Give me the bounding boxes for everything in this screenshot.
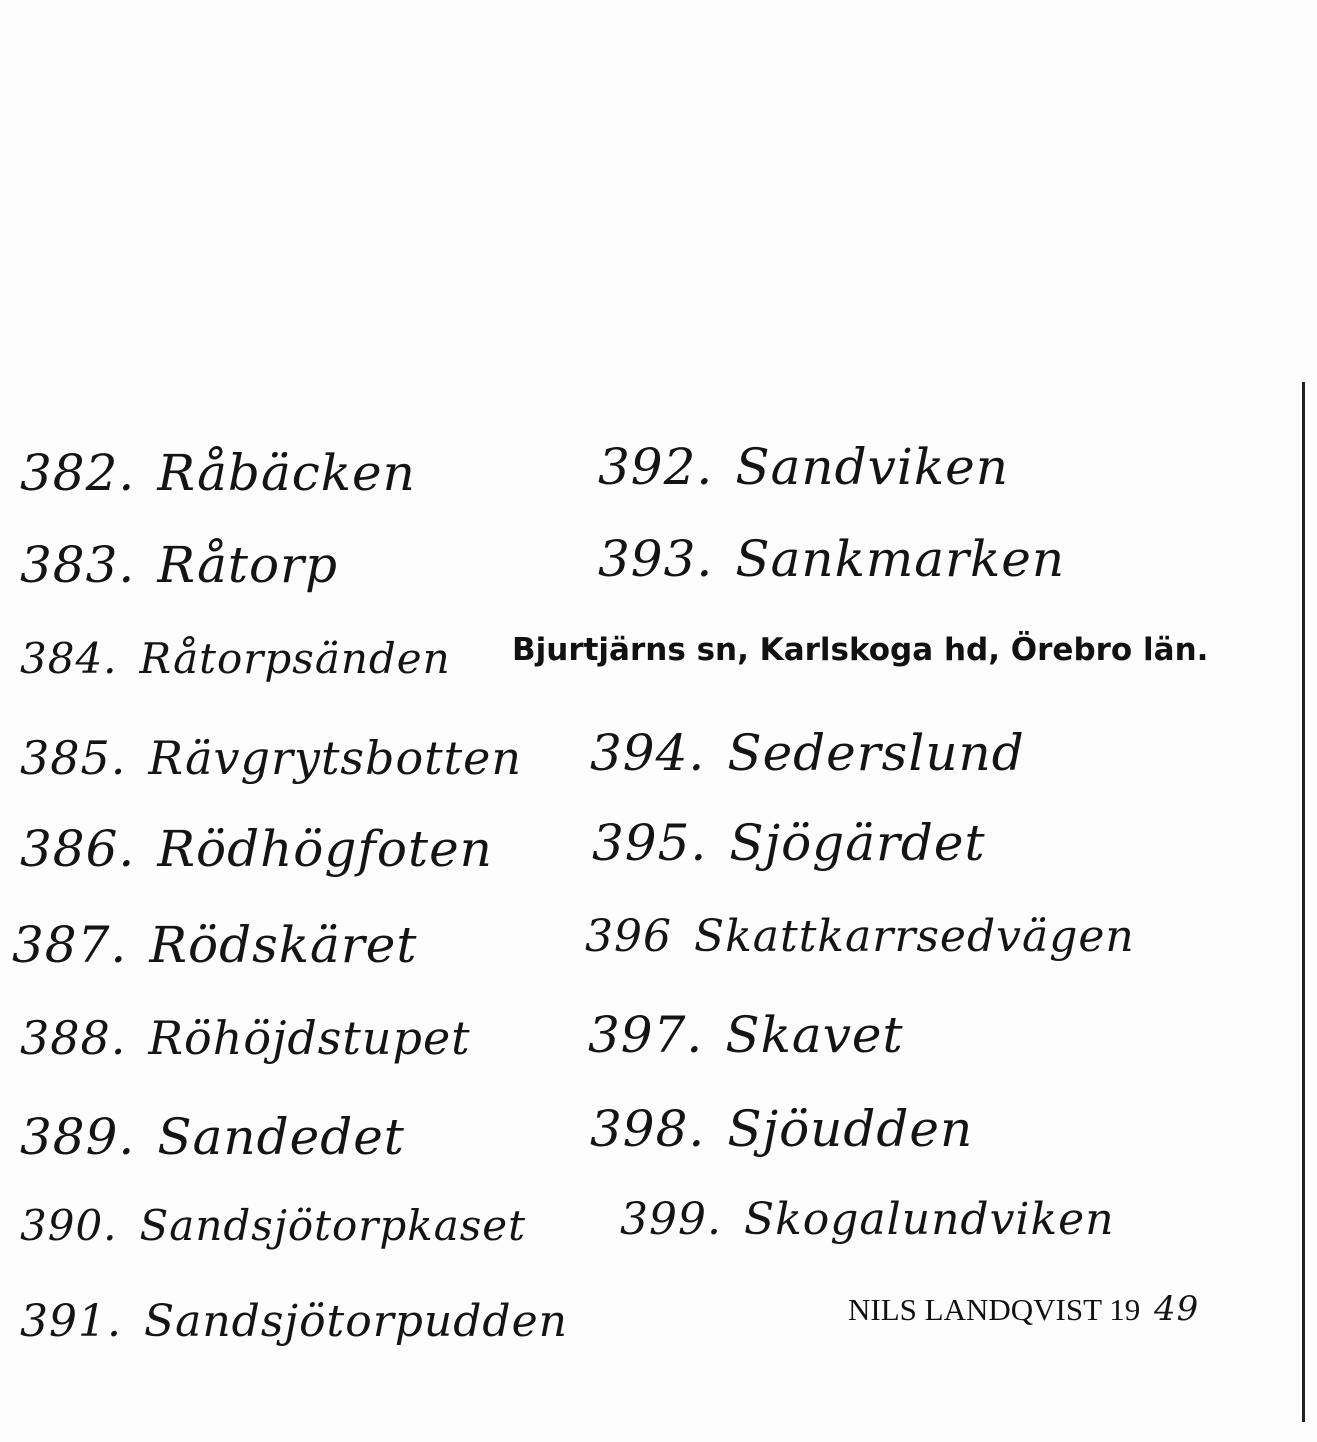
place-name: Råtorpsänden <box>139 634 451 683</box>
entry-394 <box>590 724 1025 782</box>
entry-393 <box>598 530 1066 588</box>
entry-383 <box>20 536 339 594</box>
entry-number: 386. <box>20 820 136 878</box>
entry-395 <box>592 814 986 872</box>
place-name: Rödskäret <box>149 916 418 974</box>
entry-number: 389. <box>20 1108 136 1166</box>
entry-number: 390. <box>20 1201 118 1250</box>
place-name: Sjöudden <box>727 1100 974 1158</box>
place-name: Rävgrytsbotten <box>148 731 522 785</box>
entry-397 <box>588 1006 904 1064</box>
collector-stamp <box>848 1289 1200 1329</box>
place-name: Sandsjötorpkaset <box>139 1201 527 1250</box>
card-edge-line <box>1302 382 1305 1422</box>
entry-number: 382. <box>20 444 136 502</box>
place-name: Råtorp <box>157 536 339 594</box>
entry-number: 387. <box>12 916 128 974</box>
entry-number: 394. <box>590 724 706 782</box>
place-name: Skogalundviken <box>743 1194 1115 1245</box>
place-name: Sandsjötorpudden <box>143 1296 568 1347</box>
entry-number: 397. <box>588 1006 704 1064</box>
place-name: Sandedet <box>157 1108 405 1166</box>
place-name: Råbäcken <box>157 444 416 502</box>
entry-number: 398. <box>590 1100 706 1158</box>
entry-number: 392. <box>598 438 714 496</box>
entry-number: 393. <box>598 530 714 588</box>
entry-number: 383. <box>20 536 136 594</box>
entry-399 <box>620 1194 1115 1245</box>
place-name: Rödhögfoten <box>157 820 493 878</box>
entry-386 <box>20 820 493 878</box>
place-name: Skattkarrsedvägen <box>693 911 1135 962</box>
entry-number: 399. <box>620 1194 722 1245</box>
entry-number: 385. <box>20 731 127 785</box>
place-name: Sankmarken <box>735 530 1066 588</box>
entry-number: 391. <box>20 1296 122 1347</box>
place-name: Sederslund <box>727 724 1025 782</box>
entry-number: 396 <box>585 911 672 962</box>
locality-stamp: Bjurtjärns sn, Karlskoga hd, Örebro län. <box>512 632 1209 668</box>
entry-number: 388. <box>20 1011 127 1065</box>
entry-390 <box>20 1201 527 1250</box>
entry-389 <box>20 1108 405 1166</box>
entry-382 <box>20 444 416 502</box>
collector-name: NILS LANDQVIST 19 <box>848 1292 1141 1327</box>
place-name: Skavet <box>725 1006 904 1064</box>
entry-number: 395. <box>592 814 708 872</box>
year-suffix: 49 <box>1153 1289 1200 1329</box>
place-name: Sjögärdet <box>729 814 986 872</box>
entry-398 <box>590 1100 974 1158</box>
entry-385 <box>20 731 522 785</box>
entry-number: 384. <box>20 634 118 683</box>
entry-387 <box>12 916 418 974</box>
entry-388 <box>20 1011 471 1065</box>
place-name: Sandviken <box>735 438 1009 496</box>
entry-396 <box>585 911 1135 962</box>
place-name: Röhöjdstupet <box>148 1011 471 1065</box>
entry-391 <box>20 1296 568 1347</box>
entry-392 <box>598 438 1009 496</box>
entry-384 <box>20 634 451 683</box>
